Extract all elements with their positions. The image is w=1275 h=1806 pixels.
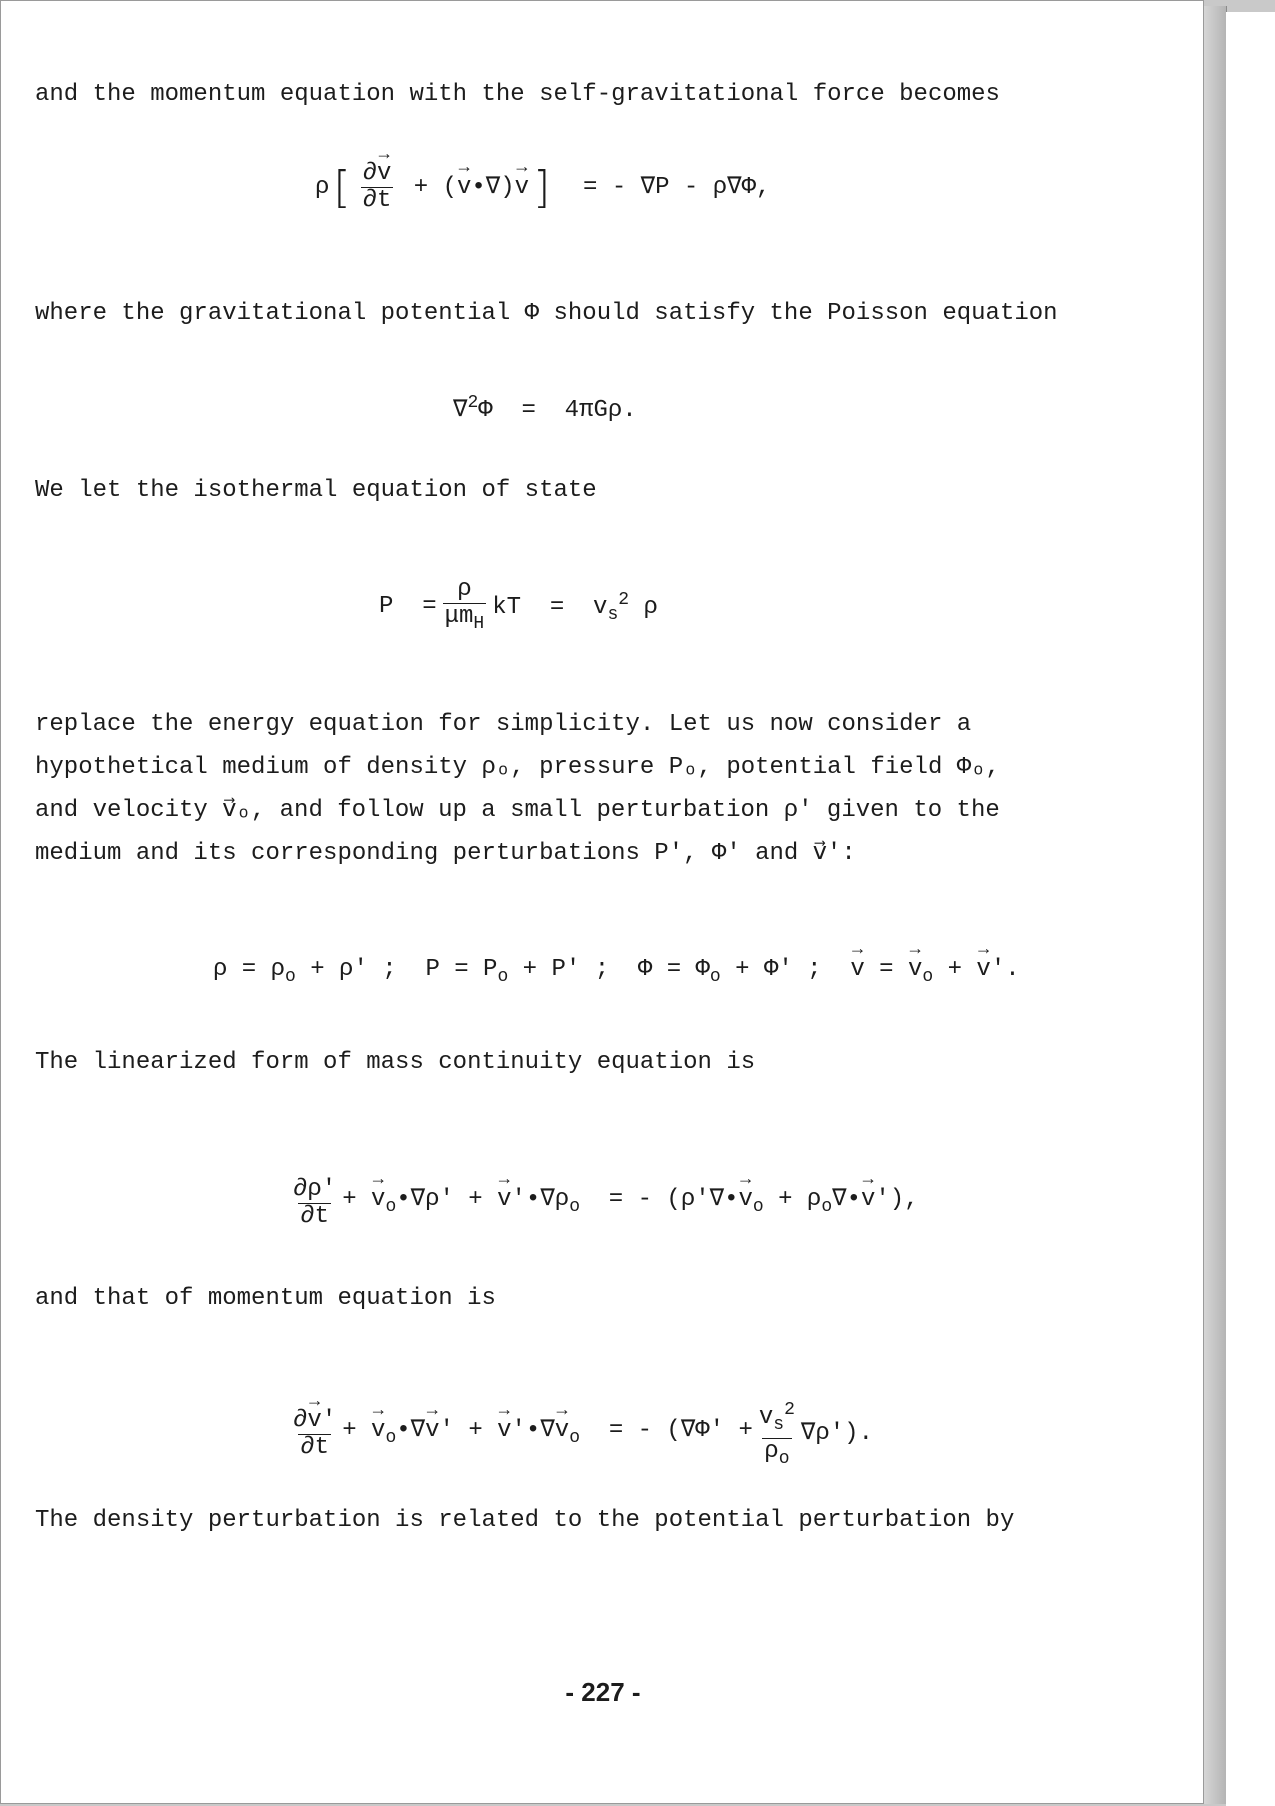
equation-perturbations: $\rho = \rho_o + \rho'$ ; $P = P_o + P'$ ; $\Phi = \Phi_o + \Phi'$ ; → v = → $v_o$ + → v'.	[213, 956, 1020, 991]
page-margin	[1226, 12, 1275, 1806]
paragraph-density-relation: The density perturbation is related to the potential perturbation by	[35, 1507, 1015, 1534]
paragraph-momentum-intro: and the momentum equation with the self-gravitational force becomes	[35, 81, 1000, 108]
equation-poisson: ∇$^2$Φ = 4πGρ.	[453, 393, 637, 424]
paragraph-continuity-intro: The linearized form of mass continuity equation is	[35, 1049, 756, 1076]
equation-state: P = $\frac{\rho}{\mu m_H}$ kT = $v_s^2$ ρ	[379, 577, 658, 637]
page-number: - 227 -	[565, 1677, 641, 1707]
paragraph-l4: medium and its corresponding perturbations P', Φ' and v⃗':	[35, 840, 856, 867]
equation-momentum-linearized: $\frac{\partial\to v'}{\partial t}$ + → $v_o•\nabla\to v'$ + → v'•∇→ $v_o$ = - (∇Φ' + $\frac{v_s^2}{\rho_o}$ ∇ρ').	[287, 1397, 873, 1472]
page-edge	[1204, 6, 1227, 1804]
paragraph-poisson-intro: where the gravitational potential Φ should satisfy the Poisson equation	[35, 300, 1058, 327]
equation-continuity-linearized: $\frac{\partial\rho'}{\partial t}$ + → $v_o•\nabla\rho'$ + → $v'•\nabla\rho_o$ = - (ρ'∇•→ $v_o$ + $\rho_o\nabla•\to v'$),	[287, 1177, 919, 1230]
paragraph-l3: and velocity v⃗ₒ, and follow up a small perturbation ρ' given to the	[35, 797, 1000, 824]
paragraph-l1: replace the energy equation for simplicity. Let us now consider a	[35, 711, 972, 738]
paragraph-l2: hypothetical medium of density ρₒ, pressure Pₒ, potential field Φₒ,	[35, 754, 1000, 781]
paragraph-momentum-lin-intro: and that of momentum equation is	[35, 1285, 496, 1312]
equation-momentum: ρ [ $\frac{\partial\to v}{\partial t}$ + (→ v•∇)→ v ] = - ∇P - ρ∇Φ,	[315, 161, 770, 214]
paragraph-state-intro: We let the isothermal equation of state	[35, 477, 597, 504]
